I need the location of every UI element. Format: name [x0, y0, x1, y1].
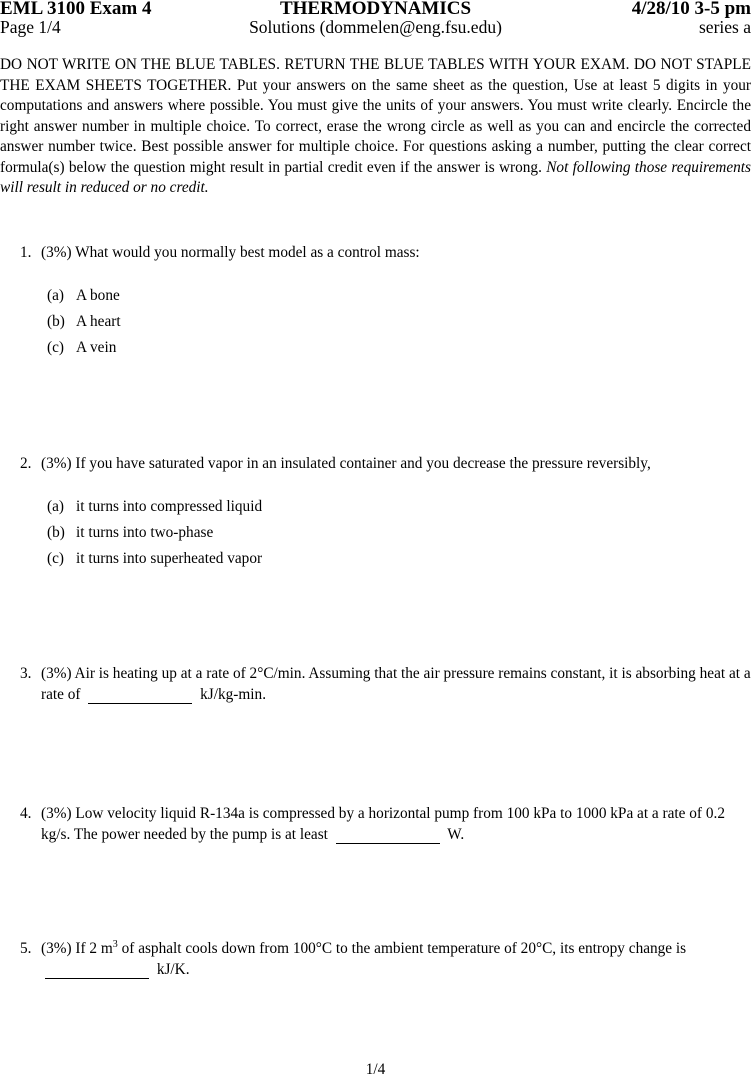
option-label: (b) [47, 313, 65, 330]
question-3 [0, 664, 751, 705]
question-1 [0, 243, 751, 264]
question-number: 3. [20, 665, 32, 682]
exam-series: series a [699, 17, 751, 37]
page-indicator: Page 1/4 [0, 17, 61, 37]
option-label: (b) [47, 524, 65, 541]
header-row-2 [0, 17, 751, 39]
question-4 [0, 804, 751, 845]
question-text: (3%) Air is heating up at a rate of 2°C/min. Assuming that the air pressure remains constant, it is absorbing heat at a rate of [41, 665, 751, 703]
option-text: it turns into compressed liquid [76, 498, 263, 515]
question-text: (3%) What would you normally best model as a control mass: [41, 244, 420, 261]
option-label: (a) [47, 498, 64, 515]
question-2 [0, 454, 751, 475]
answer-unit: W. [447, 825, 465, 843]
option-text: it turns into two-phase [76, 524, 214, 541]
question-text: (3%) If you have saturated vapor in an insulated container and you decrease the pressure reversibly, [41, 455, 651, 472]
option-label: (c) [47, 339, 64, 356]
option-label: (c) [47, 550, 64, 567]
question-number: 2. [20, 455, 32, 472]
answer-blank[interactable] [88, 687, 192, 704]
answer-unit: kJ/kg-min. [200, 685, 267, 703]
option-text: A vein [76, 339, 117, 356]
course-title: EML 3100 Exam 4 [0, 0, 152, 19]
answer-unit: kJ/K. [156, 960, 190, 978]
exam-date-time: 4/28/10 3-5 pm [631, 0, 751, 19]
page-footer: 1/4 [365, 1061, 386, 1078]
instructions-warning: Not following those requirements will result in reduced or no credit. [0, 158, 751, 196]
instructions-text: DO NOT WRITE ON THE BLUE TABLES. RETURN THE BLUE TABLES WITH YOUR EXAM. DO NOT STAPLE THE EXAM SHEETS TOGETHER. Put your answers on the same sheet as the question, Use at least 5 digits in your computations and answers where possible. You must give the units of your answers. You must write clearly. Encircle the right answer number in multiple choice. To correct, erase the wrong circle as well as you can and encircle the corrected answer number twice. Best possible answer for multiple choice. For questions asking a number, putting the clear correct formula(s) below the question might result in partial credit even if the answer is wrong. [0, 56, 751, 176]
subject-title: THERMODYNAMICS [279, 0, 472, 19]
question-text: of asphalt cools down from 100°C to the ambient temperature of 20°C, its entropy change is [117, 940, 687, 957]
question-number: 1. [20, 244, 32, 261]
solutions-contact: Solutions (dommelen@eng.fsu.edu) [249, 17, 502, 37]
question-number: 5. [20, 940, 32, 957]
option-label: (a) [47, 287, 64, 304]
question-5 [0, 939, 751, 980]
question-number: 4. [20, 805, 32, 822]
answer-blank[interactable] [336, 827, 440, 844]
option-text: it turns into superheated vapor [76, 550, 263, 567]
answer-blank[interactable] [45, 962, 149, 979]
superscript: 3 [112, 939, 118, 950]
option-text: A bone [76, 287, 120, 304]
instructions [0, 55, 751, 199]
question-text: (3%) Low velocity liquid R-134a is compressed by a horizontal pump from 100 kPa to 1000 kPa at a rate of 0.2 kg/s. The power needed by the pump is at least [41, 805, 725, 843]
question-text-pre: (3%) If 2 m [41, 940, 113, 957]
option-text: A heart [76, 313, 121, 330]
